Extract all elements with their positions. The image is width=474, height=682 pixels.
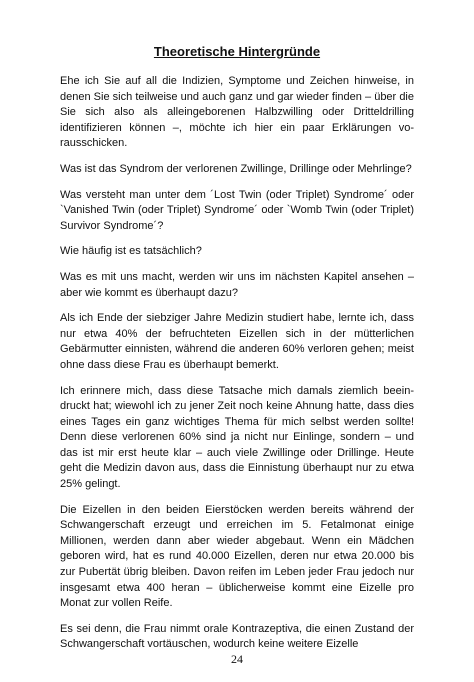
section-title: Theoretische Hintergründe (153, 44, 321, 59)
page-content (60, 44, 414, 663)
paragraph-medical-study: Als ich Ende der siebziger Jahre Medizin studiert habe, lernte ich, dass nur etwa 40% der befruchteten Eizellen sich in der mütterlichen Gebärmutter einnisten, während die anderen 60% verloren gehen; meist ohne dass diese Frau es überhaupt bemerkt. (60, 312, 414, 371)
paragraph-contraceptives: Es sei denn, die Frau nimmt orale Kontrazeptiva, die einen Zustand der Schwangerschaft vortäuschen, wodurch keine weitere Eizelle (60, 622, 414, 651)
page-number: 24 (231, 652, 243, 666)
paragraph-question-syndrome: Was ist das Syndrom der verlorenen Zwillinge, Drillinge oder Mehrlinge? (60, 162, 412, 175)
paragraph-question-terms: Was versteht man unter dem ´Lost Twin (oder Triplet) Syndrome´ oder `Vanished Twin (oder Triplet) Syndrome´ oder `Womb Twin (oder Triplet) Survivor Syndrome´? (60, 188, 414, 232)
paragraph-next-chapter: Was es mit uns macht, werden wir uns im nächsten Kapitel ansehen – aber wie kommt es überhaupt dazu? (60, 270, 414, 299)
paragraph-question-frequency: Wie häufig ist es tatsächlich? (60, 245, 202, 258)
paragraph-intro: Ehe ich Sie auf all die Indizien, Symptome und Zeichen hinweise, in denen Sie sich teilweise und auch ganz und gar wieder finden – über die Sie sich also als alleingeborenen Halbzwilling oder Dritteldrilling identifizieren können –, möchte ich hier ein paar Erklärungen vorausschicken. (60, 75, 414, 150)
paragraph-egg-cells: Die Eizellen in den beiden Eierstöcken werden bereits während der Schwangerschaft erzeugt und erreichen im 5. Fetalmonat einige Millionen, werden dann aber wieder abgebaut. Wenn ein Mädchen geboren wird, hat es rund 40.000 Eizellen, deren nur etwa 20.000 bis zur Pubertät übrig bleiben. Davon reifen im Leben jeder Frau jedoch nur insgesamt etwa 400 heran – üblicherweise kommt eine Eizelle pro Monat zur vollen Reife. (60, 503, 414, 610)
paragraph-memory: Ich erinnere mich, dass diese Tatsache mich damals ziemlich beeindruckt hat; wiewohl ich zu jener Zeit noch keine Ahnung hatte, dass dies eines Tages ein ganz wichtiges Thema für mich selbst werden sollte! Denn diese verlorenen 60% sind ja nicht nur Einlinge, sondern – und das ist mir erst heute klar – auch viele Zwillinge oder Drillinge. Heute geht die Medizin davon aus, dass die Einnistung überhaupt nur zu etwa 25% gelingt. (60, 384, 414, 491)
